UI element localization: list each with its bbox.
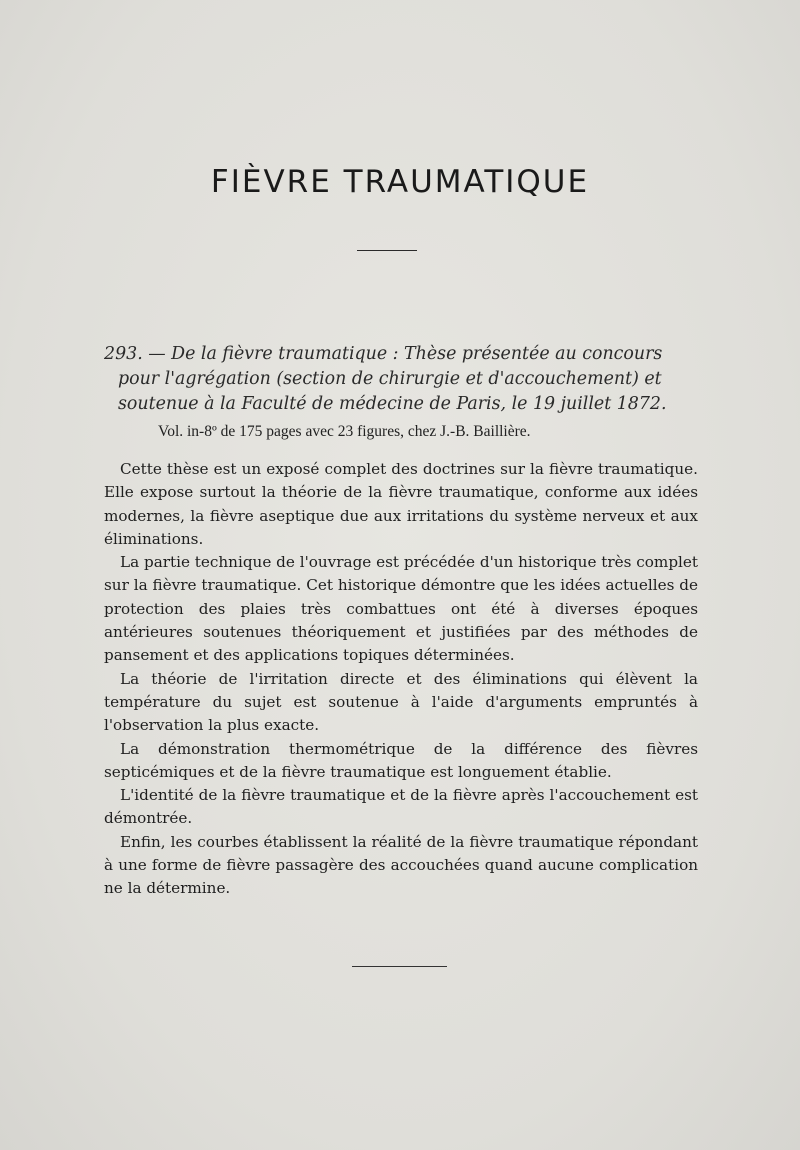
body-text bbox=[104, 458, 698, 901]
paragraph: L'identité de la fièvre traumatique et de la fièvre après l'accouchement est démontrée. bbox=[104, 786, 698, 828]
bibliographic-entry bbox=[104, 342, 700, 417]
end-divider bbox=[352, 966, 447, 967]
entry-line-3: soutenue à la Faculté de médecine de Paris, le 19 juillet 1872. bbox=[118, 394, 667, 414]
paragraph: La théorie de l'irritation directe et des éliminations qui élèvent la température du sujet est soutenue à l'aide d'arguments empruntés à l'observation la plus exacte. bbox=[104, 669, 698, 735]
page-title: FIÈVRE TRAUMATIQUE bbox=[210, 164, 590, 200]
paragraph: Cette thèse est un exposé complet des doctrines sur la fièvre traumatique. Elle expose surtout la théorie de la fièvre traumatique, conforme aux idées modernes, la fièvre aseptique due aux irritations du système nerveux et aux éliminations. bbox=[104, 460, 698, 548]
paragraph: La partie technique de l'ouvrage est précédée d'un historique très complet sur la fièvre traumatique. Cet historique démontre que les idées actuelles de protection des plaies très combattues ont été à diverses époques antérieures soutenues théoriquement et justifiées par des méthodes de pansement et des applications topiques déterminées. bbox=[104, 553, 698, 665]
entry-line-2: pour l'agrégation (section de chirurgie et d'accouchement) et bbox=[118, 369, 662, 389]
paragraph: Enfin, les courbes établissent la réalité de la fièvre traumatique répondant à une forme de fièvre passagère des accouchées quand aucune complication ne la détermine. bbox=[104, 832, 698, 898]
paragraph: La démonstration thermométrique de la différence des fièvres septicémiques et de la fièvre traumatique est longuement établie. bbox=[104, 739, 698, 781]
volume-info: Vol. in-8º de 175 pages avec 23 figures, chez J.-B. Baillière. bbox=[158, 423, 531, 440]
title-divider bbox=[357, 250, 417, 251]
entry-line-1: 293. — De la fièvre traumatique : Thèse présentée au concours bbox=[104, 344, 663, 364]
